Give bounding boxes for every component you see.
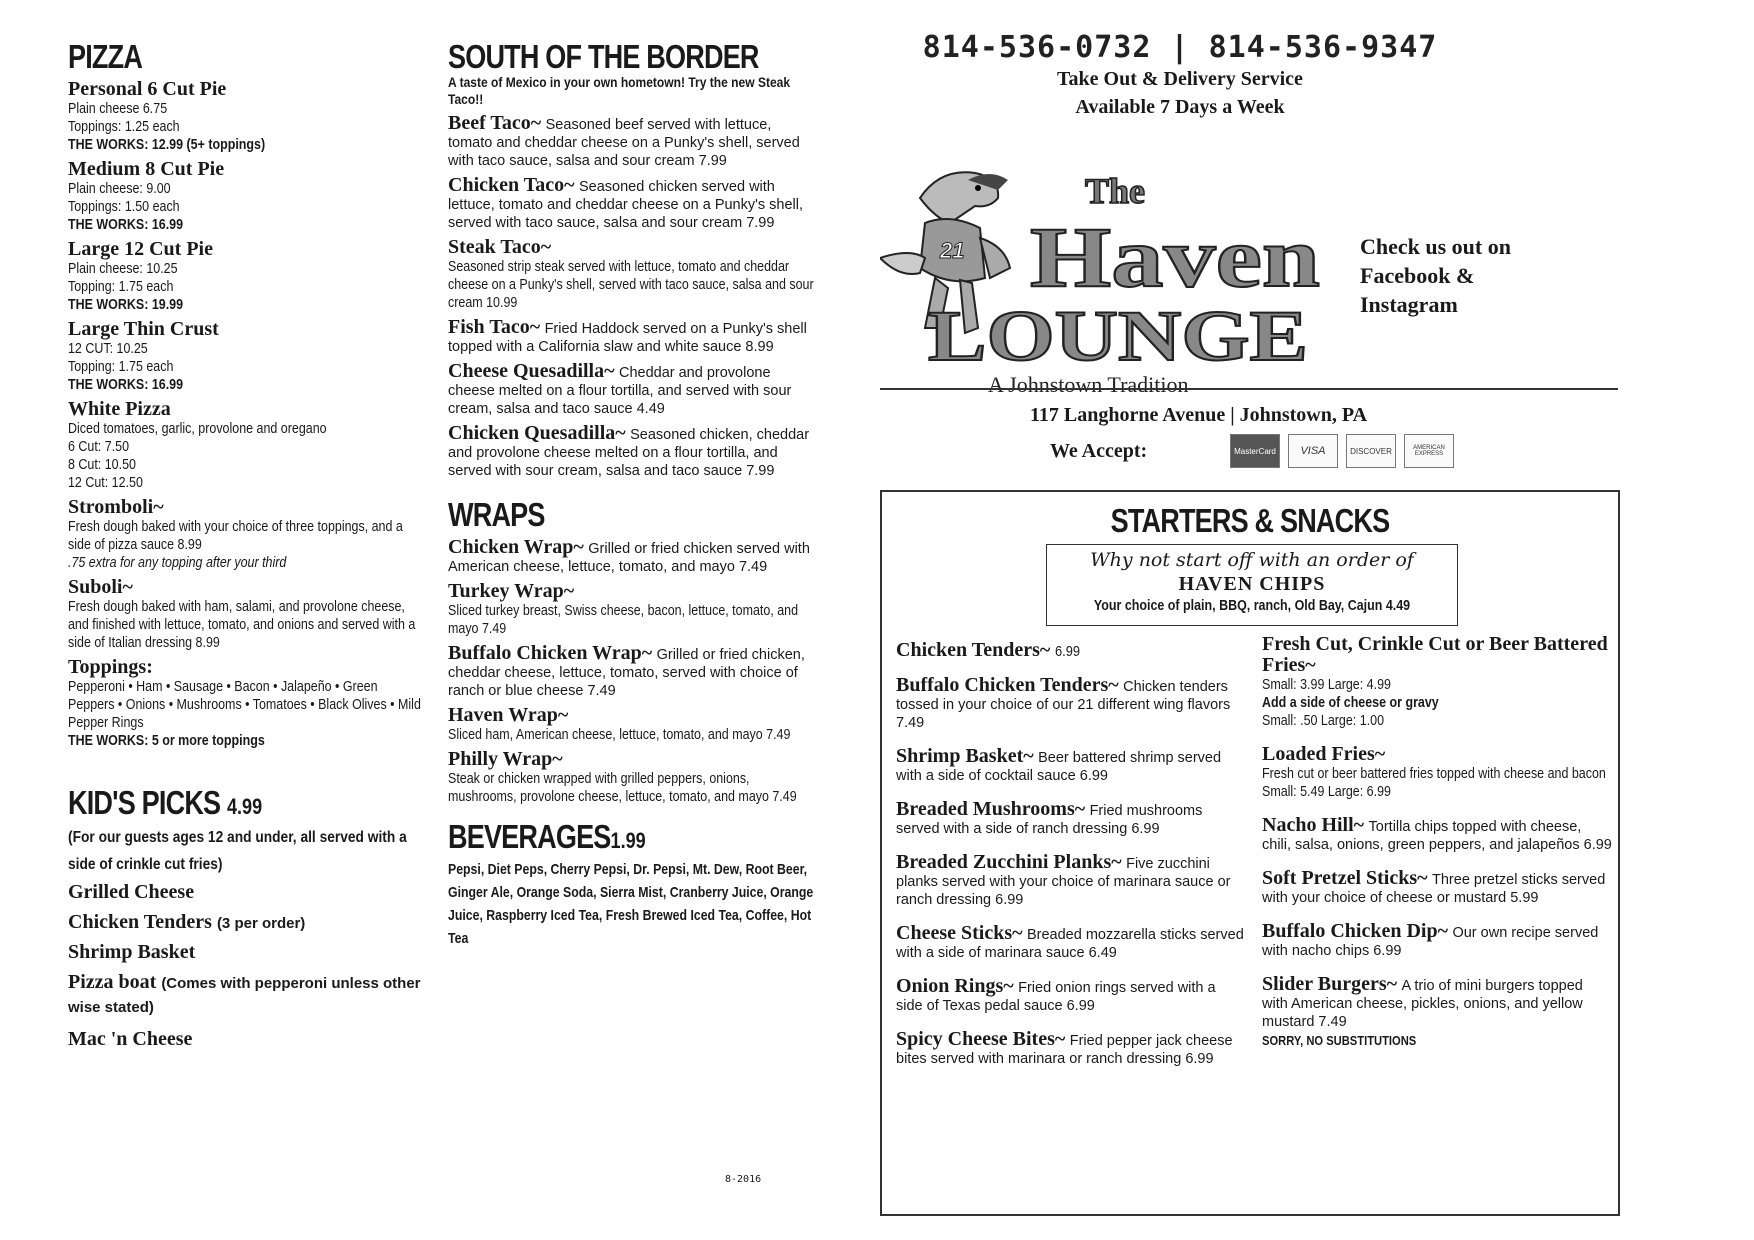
menu-item: Fish Taco~ Fried Haddock served on a Punky's shell topped with a California slaw and white sauce 8.99: [448, 316, 807, 355]
menu-item: Buffalo Chicken Tenders~ Chicken tenders tossed in your choice of our 21 different wing flavors 7.49: [896, 674, 1231, 731]
menu-date: 8-2016: [725, 1174, 762, 1185]
beverages-list: Pepsi, Diet Peps, Cherry Pepsi, Dr. Pepsi, Mt. Dew, Root Beer, Ginger Ale, Orange Soda, Sierra Mist, Cranberry Juice, Orange Juice, Raspberry Iced Tea, Fresh Brewed Iced Tea, Coffee, Hot Tea: [448, 861, 814, 947]
service-line-1: Take Out & Delivery Service: [1057, 68, 1303, 90]
menu-item: Loaded Fries~ Fresh cut or beer battered fries topped with cheese and bacon Small: 5.49 Large: 6.99: [1262, 743, 1606, 800]
border-subtitle: A taste of Mexico in your own hometown! Try the new Steak Taco!!: [448, 74, 791, 107]
logo-tagline: A Johnstown Tradition: [988, 372, 1189, 397]
kids-item: Chicken Tenders (3 per order): [68, 911, 306, 933]
menu-item: Buffalo Chicken Dip~ Our own recipe served with nacho chips 6.99: [1262, 920, 1599, 959]
wraps-header: WRAPS: [448, 496, 545, 533]
menu-item: Chicken Wrap~ Grilled or fried chicken served with American cheese, lettuce, tomato, and mayo 7.49: [448, 536, 810, 575]
starters-header: STARTERS & SNACKS: [1110, 502, 1390, 539]
menu-item: Chicken Taco~ Seasoned chicken served with lettuce, tomato and cheddar cheese on a Punky's shell, served with taco sauce, salsa and sour cream 7.99: [448, 174, 804, 231]
phone-1[interactable]: 814-536-0732: [922, 30, 1152, 65]
item-line: 6 Cut: 7.50: [68, 439, 130, 455]
item-note: .75 extra for any topping after your third: [68, 555, 287, 571]
pizza-header: PIZZA: [68, 38, 143, 75]
item-name: Large 12 Cut Pie: [68, 238, 213, 260]
menu-item: Soft Pretzel Sticks~ Three pretzel sticks served with your choice of cheese or mustard 5.99: [1262, 867, 1606, 906]
service-line-2: Available 7 Days a Week: [1075, 96, 1285, 118]
item-line: THE WORKS: 5 or more toppings: [68, 733, 265, 749]
kids-item: Grilled Cheese: [68, 881, 195, 903]
menu-item: Slider Burgers~ A trio of mini burgers topped with American cheese, pickles, onions, and yellow mustard 7.49: [1262, 973, 1583, 1030]
item-line: 12 CUT: 10.25: [68, 341, 148, 357]
item-line: Toppings: 1.50 each: [68, 199, 180, 215]
item-name: Toppings:: [68, 656, 153, 678]
item-name: White Pizza: [68, 398, 171, 420]
menu-item: Chicken Tenders~ 6.99: [896, 639, 1080, 661]
visa-icon: VISA: [1288, 434, 1338, 468]
item-line: Plain cheese: 9.00: [68, 181, 171, 197]
menu-item: Spicy Cheese Bites~ Fried pepper jack cheese bites served with marinara or ranch dressing 6.99: [896, 1028, 1233, 1067]
menu-item: Buffalo Chicken Wrap~ Grilled or fried chicken, cheddar cheese, lettuce, tomato, served with choice of ranch or blue cheese 7.49: [448, 642, 805, 699]
divider: [880, 388, 1618, 390]
beverages-price: 1.99: [610, 828, 646, 853]
menu-item: [68, 399, 428, 492]
starters-left: [896, 640, 1246, 1082]
address: 117 Langhorne Avenue | Johnstown, PA: [1030, 404, 1368, 426]
item-line: Fresh dough baked with ham, salami, and provolone cheese, and finished with lettuce, tomato, and onions and served with a side of Italian dressing 8.99: [68, 599, 416, 651]
mastercard-icon: MasterCard: [1230, 434, 1280, 468]
border-header: SOUTH OF THE BORDER: [448, 38, 759, 75]
item-line: THE WORKS: 19.99: [68, 297, 184, 313]
menu-item: [68, 239, 428, 314]
logo-the: The: [1085, 171, 1146, 211]
pizza-column: [68, 40, 428, 1055]
item-line: Diced tomatoes, garlic, provolone and oregano: [68, 421, 327, 437]
item-line: 12 Cut: 12.50: [68, 475, 143, 491]
menu-item: Cheese Sticks~ Breaded mozzarella sticks served with a side of marinara sauce 6.49: [896, 922, 1244, 961]
kids-item: Shrimp Basket: [68, 941, 196, 963]
item-name: Medium 8 Cut Pie: [68, 158, 225, 180]
kids-price: 4.99: [226, 794, 263, 819]
no-substitutions-note: SORRY, NO SUBSTITUTIONS: [1262, 1033, 1417, 1048]
phone-2[interactable]: 814-536-9347: [1208, 30, 1438, 65]
item-name: Personal 6 Cut Pie: [68, 78, 227, 100]
item-line: Fresh dough baked with your choice of three toppings, and a side of pizza sauce 8.99: [68, 519, 403, 553]
payment-cards: [1230, 434, 1454, 468]
item-line: Topping: 1.75 each: [68, 279, 174, 295]
kids-item: Pizza boat (Comes with pepperoni unless other wise stated): [68, 971, 421, 1016]
menu-item: Turkey Wrap~ Sliced turkey breast, Swiss cheese, bacon, lettuce, tomato, and mayo 7.49: [448, 580, 799, 637]
social-callout: Check us out on Facebook & Instagram: [1360, 234, 1511, 317]
haven-lounge-logo: [880, 128, 1320, 398]
item-line: THE WORKS: 16.99: [68, 217, 184, 233]
border-column: [448, 40, 818, 950]
item-line: Plain cheese 6.75: [68, 101, 168, 117]
phone-numbers: 814-536-0732 | 814-536-9347: [922, 30, 1438, 65]
menu-item: Shrimp Basket~ Beer battered shrimp served with a side of cocktail sauce 6.99: [896, 745, 1222, 784]
menu-item: Steak Taco~ Seasoned strip steak served with lettuce, tomato and cheddar cheese on a Punky's shell, served with taco sauce, salsa and sour cream 10.99: [448, 236, 814, 311]
menu-item: Haven Wrap~ Sliced ham, American cheese, lettuce, tomato, and mayo 7.49: [448, 704, 791, 743]
menu-item: [68, 79, 428, 154]
logo-lounge: LOUNGE: [928, 296, 1308, 376]
starters-box: [880, 490, 1620, 1216]
item-line: Toppings: 1.25 each: [68, 119, 180, 135]
kids-note: (For our guests ages 12 and under, all served with a side of crinkle cut fries): [68, 829, 407, 873]
menu-item: [68, 657, 428, 750]
menu-item: Cheese Quesadilla~ Cheddar and provolone cheese melted on a flour tortilla, and served with sour cream, salsa and taco sauce 4.49: [448, 360, 792, 417]
item-line: Plain cheese: 10.25: [68, 261, 178, 277]
menu-item: [68, 319, 428, 394]
menu-item: Chicken Quesadilla~ Seasoned chicken, cheddar and provolone cheese melted on a flour tortilla, and served with sour cream, salsa and taco sauce 7.99: [448, 422, 810, 479]
fries-item: Fresh Cut, Crinkle Cut or Beer Battered Fries~ Small: 3.99 Large: 4.99 Add a side of cheese or gravy Small: .50 Large: 1.00: [1262, 633, 1608, 729]
item-line: Topping: 1.75 each: [68, 359, 174, 375]
info-column: [880, 30, 1620, 1067]
menu-item: Onion Rings~ Fried onion rings served with a side of Texas pedal sauce 6.99: [896, 975, 1216, 1014]
chips-desc: Your choice of plain, BBQ, ranch, Old Bay, Cajun 4.49: [1093, 598, 1411, 614]
item-name: Suboli~: [68, 576, 133, 598]
menu-item: [68, 577, 428, 652]
menu-item: Beef Taco~ Seasoned beef served with lettuce, tomato and cheddar cheese on a Punky's shell, served with taco sauce, salsa and sour cream 7.99: [448, 112, 800, 169]
menu-item: [68, 497, 428, 572]
haven-chips-box: [1046, 544, 1458, 626]
discover-icon: DISCOVER: [1346, 434, 1396, 468]
amex-icon: AMERICAN EXPRESS: [1404, 434, 1454, 468]
item-line: Pepperoni • Ham • Sausage • Bacon • Jalapeño • Green Peppers • Onions • Mushrooms • Tomatoes • Black Olives • Mild Pepper Rings: [68, 679, 421, 731]
accept-label: We Accept:: [1050, 440, 1148, 462]
item-name: Stromboli~: [68, 496, 164, 518]
chips-intro: Why not start off with an order of: [1090, 549, 1414, 571]
menu-item: Nacho Hill~ Tortilla chips topped with cheese, chili, salsa, onions, green peppers, and jalapeños 6.99: [1262, 814, 1612, 853]
kids-item: Mac 'n Cheese: [68, 1028, 193, 1050]
starters-right: [1262, 634, 1612, 1048]
item-line: THE WORKS: 16.99: [68, 377, 184, 393]
chips-name: HAVEN CHIPS: [1178, 573, 1326, 595]
menu-item: [68, 159, 428, 234]
item-name: Large Thin Crust: [68, 318, 219, 340]
menu-item: Breaded Mushrooms~ Fried mushrooms served with a side of ranch dressing 6.99: [896, 798, 1203, 837]
kids-header: KID'S PICKS 4.99: [68, 784, 263, 821]
item-line: 8 Cut: 10.50: [68, 457, 136, 473]
menu-item: Breaded Zucchini Planks~ Five zucchini planks served with your choice of marinara sauce or ranch dressing 6.99: [896, 851, 1231, 908]
item-line: THE WORKS: 12.99 (5+ toppings): [68, 137, 266, 153]
beverages-header: BEVERAGES1.99: [448, 818, 646, 855]
logo-haven: Haven: [1030, 209, 1320, 305]
svg-text:21: 21: [940, 238, 965, 263]
kids-section: [68, 786, 428, 1055]
menu-item: Philly Wrap~ Steak or chicken wrapped with grilled peppers, onions, mushrooms, provolone cheese, lettuce, tomato, and mayo 7.49: [448, 748, 797, 805]
